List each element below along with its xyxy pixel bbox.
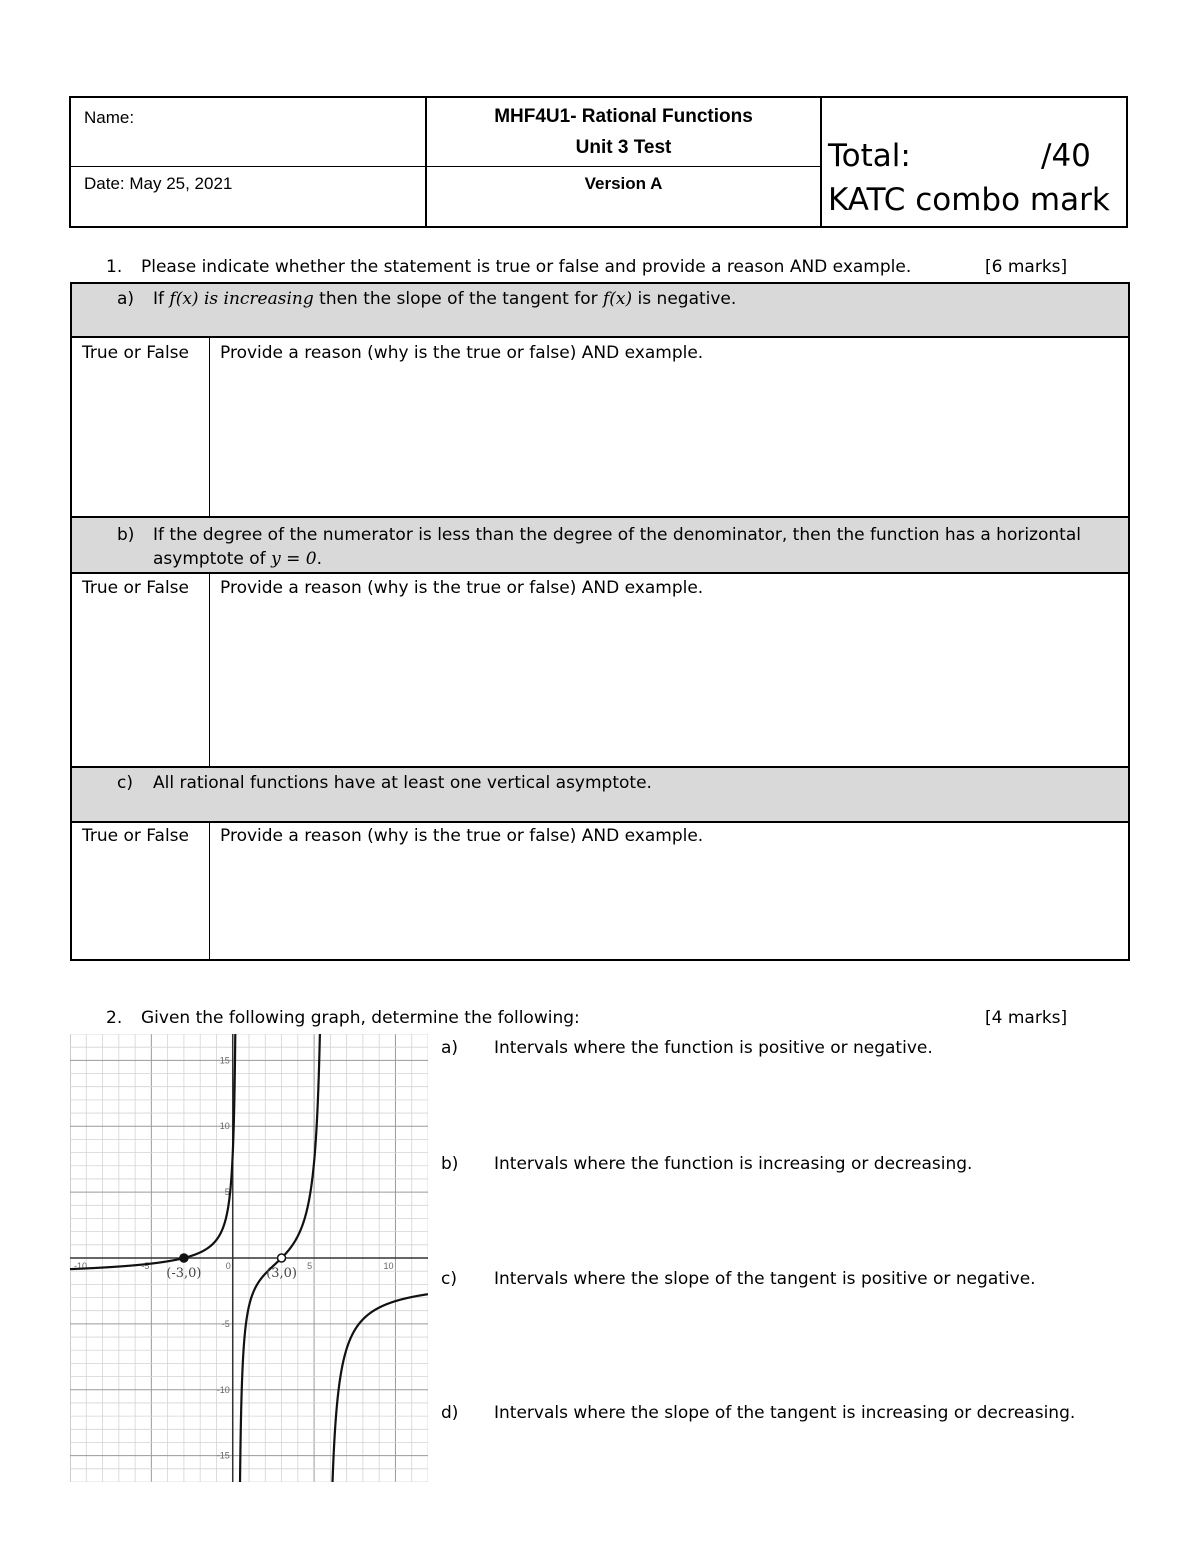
- q1a-math2: f(x): [603, 289, 633, 309]
- total-label: Total:: [828, 138, 911, 174]
- header-divider-2: [820, 98, 822, 226]
- name-label: Name:: [84, 108, 135, 127]
- q1b-letter: b): [117, 525, 135, 545]
- q1c-reason-cell[interactable]: Provide a reason (why is the true or false) AND example.: [220, 826, 704, 846]
- q1c-column-divider: [209, 823, 210, 959]
- q2c-letter: c): [441, 1269, 457, 1289]
- header-table: [69, 96, 1128, 228]
- course-title: MHF4U1- Rational Functions: [494, 106, 753, 127]
- q1b-line2-math: y = 0: [271, 549, 317, 569]
- date-label: Date: May 25, 2021: [84, 174, 233, 193]
- y-tick-label: 10: [219, 1121, 230, 1132]
- q2a-text: Intervals where the function is positive or negative.: [494, 1038, 933, 1058]
- q1b-column-divider: [209, 574, 210, 766]
- x-tick-label: 0: [225, 1261, 231, 1271]
- test-title: Unit 3 Test: [575, 137, 672, 158]
- q1-marks: [6 marks]: [985, 257, 1068, 277]
- x-tick-label: -5: [141, 1261, 150, 1271]
- function-curve-branch: [70, 1034, 235, 1269]
- y-tick-label: -5: [221, 1318, 230, 1329]
- q2a-letter: a): [441, 1038, 459, 1058]
- version-label: Version A: [584, 174, 663, 193]
- y-tick-label: -10: [216, 1384, 230, 1395]
- q1a-reason-cell[interactable]: Provide a reason (why is the true or false) AND example.: [220, 343, 704, 363]
- q2c-text: Intervals where the slope of the tangent is positive or negative.: [494, 1269, 1036, 1289]
- q1-part-c-box: [70, 766, 1130, 961]
- y-tick-label: 5: [224, 1187, 230, 1198]
- q1-prompt: Please indicate whether the statement is true or false and provide a reason AND example.: [141, 257, 912, 277]
- q1b-line1: If the degree of the numerator is less than the degree of the denominator, then the function has a horizontal: [153, 525, 1081, 545]
- q1a-math1: f(x) is increasing: [169, 289, 314, 309]
- header-row-divider: [71, 166, 821, 167]
- q1a-pre: If: [153, 289, 170, 309]
- q2-number: 2.: [106, 1008, 123, 1028]
- q1a-letter: a): [117, 289, 135, 309]
- intercept-point: [278, 1254, 286, 1262]
- mark-type: KATC combo mark: [828, 182, 1110, 218]
- x-tick-label: -10: [74, 1261, 88, 1271]
- intercept-label: (-3,0): [166, 1266, 202, 1281]
- y-tick-label: -15: [216, 1450, 230, 1461]
- x-tick-label: 5: [307, 1261, 313, 1271]
- q1c-true-false-cell[interactable]: True or False: [82, 826, 189, 846]
- q1-part-b-box: [70, 516, 1130, 768]
- q2-prompt: Given the following graph, determine the following:: [141, 1008, 580, 1028]
- q1-part-a-box: [70, 282, 1130, 518]
- q1b-true-false-cell[interactable]: True or False: [82, 578, 189, 598]
- y-tick-label: 15: [219, 1055, 230, 1066]
- intercept-label: (3,0): [266, 1266, 297, 1281]
- intercept-point: [180, 1254, 188, 1262]
- q1b-reason-cell[interactable]: Provide a reason (why is the true or false) AND example.: [220, 578, 704, 598]
- q1-part-b-statement: [72, 518, 1128, 574]
- q1-number: 1.: [106, 257, 123, 277]
- q2d-letter: d): [441, 1403, 459, 1423]
- q1b-line2-pre: asymptote of: [153, 549, 272, 569]
- x-tick-label: 10: [383, 1261, 394, 1271]
- q2b-letter: b): [441, 1154, 459, 1174]
- q1-part-a-statement: [72, 284, 1128, 338]
- q1a-column-divider: [209, 338, 210, 516]
- q1a-post: is negative.: [632, 289, 737, 309]
- total-value: /40: [1041, 138, 1091, 174]
- q1c-text: All rational functions have at least one vertical asymptote.: [153, 773, 652, 793]
- q1a-mid: then the slope of the tangent for: [313, 289, 603, 309]
- q1b-line2-post: .: [316, 549, 322, 569]
- q2b-text: Intervals where the function is increasing or decreasing.: [494, 1154, 973, 1174]
- q1-part-c-statement: [72, 768, 1128, 823]
- q2-marks: [4 marks]: [985, 1008, 1068, 1028]
- q2d-text: Intervals where the slope of the tangent is increasing or decreasing.: [494, 1403, 1076, 1423]
- q1a-true-false-cell[interactable]: True or False: [82, 343, 189, 363]
- q1c-letter: c): [117, 773, 133, 793]
- rational-function-graph: [70, 1034, 428, 1482]
